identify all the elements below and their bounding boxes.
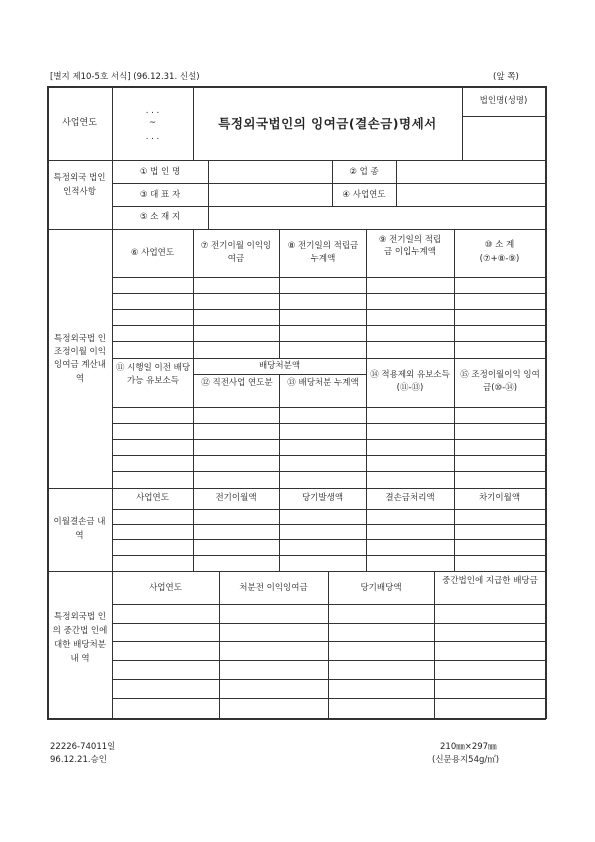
representative-field-label: ③ 대 표 자 <box>139 190 181 200</box>
table-rule-horizontal <box>112 407 545 408</box>
col-dividend-cumulative: ⑬ 배당처분 누계액 <box>287 378 359 388</box>
col-distributable-income: ⑪ 시행일 이전 배당가능 유보소득 <box>115 363 191 387</box>
intermediate-col-pre-disposal: 처분전 이익잉여금 <box>239 583 308 593</box>
col-dividend-disposal: 배당처분액 <box>258 361 301 371</box>
deficit-col-fiscal-year: 사업연도 <box>136 493 169 503</box>
table-rule-horizontal <box>112 679 545 680</box>
table-rule-horizontal <box>112 358 545 359</box>
col-excluded-income: ⑭ 적용제외 유보소득(⑪-⑬) <box>370 370 450 394</box>
table-rule-horizontal <box>112 309 545 310</box>
table-rule-horizontal <box>112 206 545 207</box>
table-rule-horizontal <box>112 555 545 556</box>
paper-size: 210㎜×297㎜ <box>440 742 497 752</box>
table-rule-horizontal <box>112 623 545 624</box>
col-adjusted-retained-earnings: ⑮ 조정이월이익 잉여금(⑩-⑭) <box>460 370 540 394</box>
table-rule-horizontal <box>112 423 545 424</box>
table-rule-horizontal <box>112 524 545 525</box>
table-rule-horizontal <box>47 229 546 230</box>
corp-name-field-label: ① 법 인 명 <box>139 167 181 177</box>
table-rule-horizontal <box>112 539 545 540</box>
form-code: 22226-74011일 <box>50 742 116 752</box>
col-subtotal-formula: (⑦+⑧-⑨) <box>479 254 520 264</box>
table-rule-horizontal <box>112 277 545 278</box>
frame-left <box>47 86 49 719</box>
corp-info-section-label: 특정외국 법인 인적사항 <box>53 173 106 197</box>
fiscal-year-field-label: ④ 사업연도 <box>342 190 386 200</box>
table-rule-horizontal <box>112 698 545 699</box>
period-date-start: . . . <box>145 106 160 116</box>
deficit-section-label: 이월결손금 내 역 <box>53 517 106 541</box>
table-rule-horizontal <box>112 471 545 472</box>
col-prior-reserve-transfer: ⑨ 전기일의 적립금 이입누계액 <box>378 235 442 258</box>
calc-section-label: 특정외국법 인 조정이월 이익잉여금 계산내역 <box>54 334 106 384</box>
table-rule-horizontal <box>112 439 545 440</box>
period-date-end: . . . <box>145 132 160 142</box>
col-prior-reserve-total: ⑧ 전기일의 적립금 누계액 <box>287 241 359 265</box>
table-rule-vertical <box>208 160 209 229</box>
table-rule-horizontal <box>112 183 545 184</box>
frame-bottom <box>47 718 546 720</box>
intermediate-section-label: 특정외국법 인의 중간법 인에 대한 배당처분내 역 <box>52 612 108 665</box>
table-rule-horizontal <box>112 325 545 326</box>
paper-spec: (신문용지54g/㎡) <box>432 755 500 765</box>
col-prior-year-portion: ⑫ 직전사업 연도분 <box>201 378 273 388</box>
table-rule-horizontal <box>47 571 546 572</box>
col-prior-retained-earnings: ⑦ 전기이월 이익잉여금 <box>200 241 272 265</box>
form-number: [별지 제10-5호 서식] (96.12.31. 신설) <box>50 72 200 82</box>
col-fiscal-year: ⑥ 사업연도 <box>130 248 175 258</box>
location-field-label: ⑤ 소 재 지 <box>139 212 181 222</box>
table-rule-horizontal <box>193 374 366 375</box>
col-subtotal: ⑩ 소 계 <box>484 240 515 250</box>
approval-date: 96.12.21.승인 <box>50 755 107 765</box>
table-rule-horizontal <box>112 341 545 342</box>
intermediate-col-fiscal-year: 사업연도 <box>149 583 182 593</box>
period-tilde: ~ <box>148 118 157 128</box>
table-rule-horizontal <box>112 293 545 294</box>
frame-right <box>545 86 547 719</box>
corp-name-label: 법인명(성명) <box>479 96 528 106</box>
page-side-label: (앞 쪽) <box>493 72 519 82</box>
intermediate-col-dividend: 당기배당액 <box>360 583 402 593</box>
deficit-col-processed: 결손금처리액 <box>385 493 435 503</box>
frame-top <box>47 86 546 88</box>
deficit-col-carried-out: 차기이월액 <box>478 493 521 503</box>
document-title: 특정외국법인의 잉여금(결손금)명세서 <box>218 116 437 131</box>
table-rule-horizontal <box>47 160 546 161</box>
table-rule-horizontal <box>112 455 545 456</box>
intermediate-col-paid-dividend: 중간법인에 지급한 배당금 <box>442 576 538 586</box>
period-label: 사업연도 <box>62 118 97 128</box>
industry-field-label: ② 업 종 <box>349 167 379 177</box>
deficit-col-carried-in: 전기이월액 <box>215 493 257 503</box>
deficit-col-occurred: 당기발생액 <box>301 493 344 503</box>
table-rule-horizontal <box>112 509 545 510</box>
table-rule-horizontal <box>112 660 545 661</box>
table-rule-horizontal <box>112 641 545 642</box>
table-rule-horizontal <box>47 488 546 489</box>
table-rule-horizontal <box>112 604 545 605</box>
table-rule-vertical <box>434 571 435 718</box>
table-rule-horizontal <box>462 116 545 117</box>
